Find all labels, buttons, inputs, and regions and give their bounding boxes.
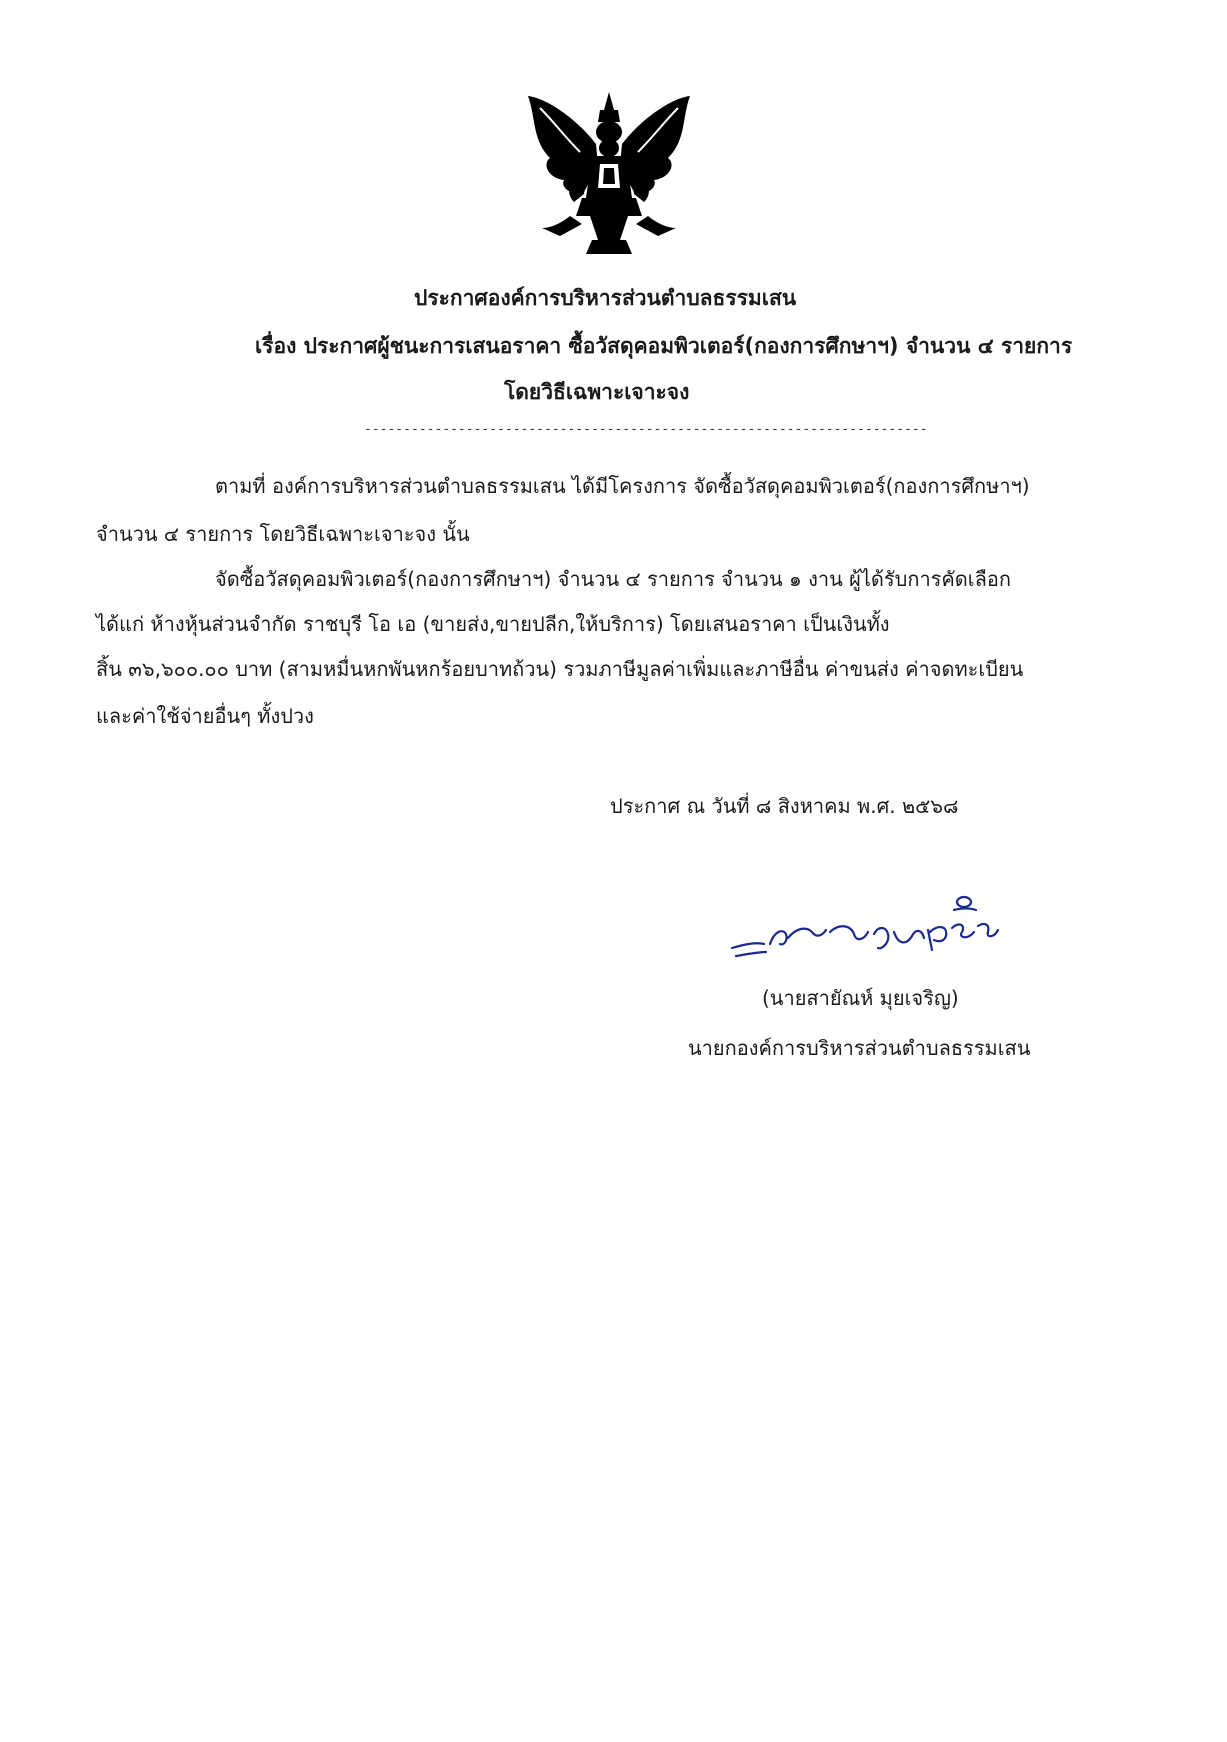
paragraph-2-line-4: และค่าใช้จ่ายอื่นๆ ทั้งปวง (96, 704, 314, 728)
signer-name: (นายสายัณห์ มุยเจริญ) (762, 986, 959, 1010)
paragraph-1-line-1: ตามที่ องค์การบริหารส่วนตำบลธรรมเสน ได้มีโครงการ จัดซื้อวัสดุคอมพิวเตอร์(กองการศึกษาฯ) (215, 474, 1030, 498)
paragraph-2-line-2: ได้แก่ ห้างหุ้นส่วนจำกัด ราชบุรี โอ เอ (ขายส่ง,ขายปลีก,ให้บริการ) โดยเสนอราคา เป็นเงินทั้ง (96, 612, 890, 636)
announcement-title: ประกาศองค์การบริหารส่วนตำบลธรรมเสน (414, 286, 797, 310)
garuda-emblem-icon (520, 88, 698, 258)
handwritten-signature-icon (726, 888, 1006, 966)
paragraph-2-line-1: จัดซื้อวัสดุคอมพิวเตอร์(กองการศึกษาฯ) จำนวน ๔ รายการ จำนวน ๑ งาน ผู้ได้รับการคัดเลือก (215, 567, 1011, 591)
signer-title: นายกองค์การบริหารส่วนตำบลธรรมเสน (688, 1036, 1031, 1060)
separator-line: ------------------------------------------------------------------------ (364, 422, 928, 437)
announcement-method: โดยวิธีเฉพาะเจาะจง (504, 380, 690, 404)
paragraph-1-line-2: จำนวน ๔ รายการ โดยวิธีเฉพาะเจาะจง นั้น (96, 522, 470, 546)
paragraph-2-line-3: สิ้น ๓๖,๖๐๐.๐๐ บาท (สามหมื่นหกพันหกร้อยบาทถ้วน) รวมภาษีมูลค่าเพิ่มและภาษีอื่น ค่าขนส่ง ค่าจดทะเบียน (96, 657, 1024, 681)
announcement-date: ประกาศ ณ วันที่ ๘ สิงหาคม พ.ศ. ๒๕๖๘ (610, 794, 959, 818)
announcement-subject: เรื่อง ประกาศผู้ชนะการเสนอราคา ซื้อวัสดุคอมพิวเตอร์(กองการศึกษาฯ) จำนวน ๔ รายการ (255, 334, 1073, 358)
